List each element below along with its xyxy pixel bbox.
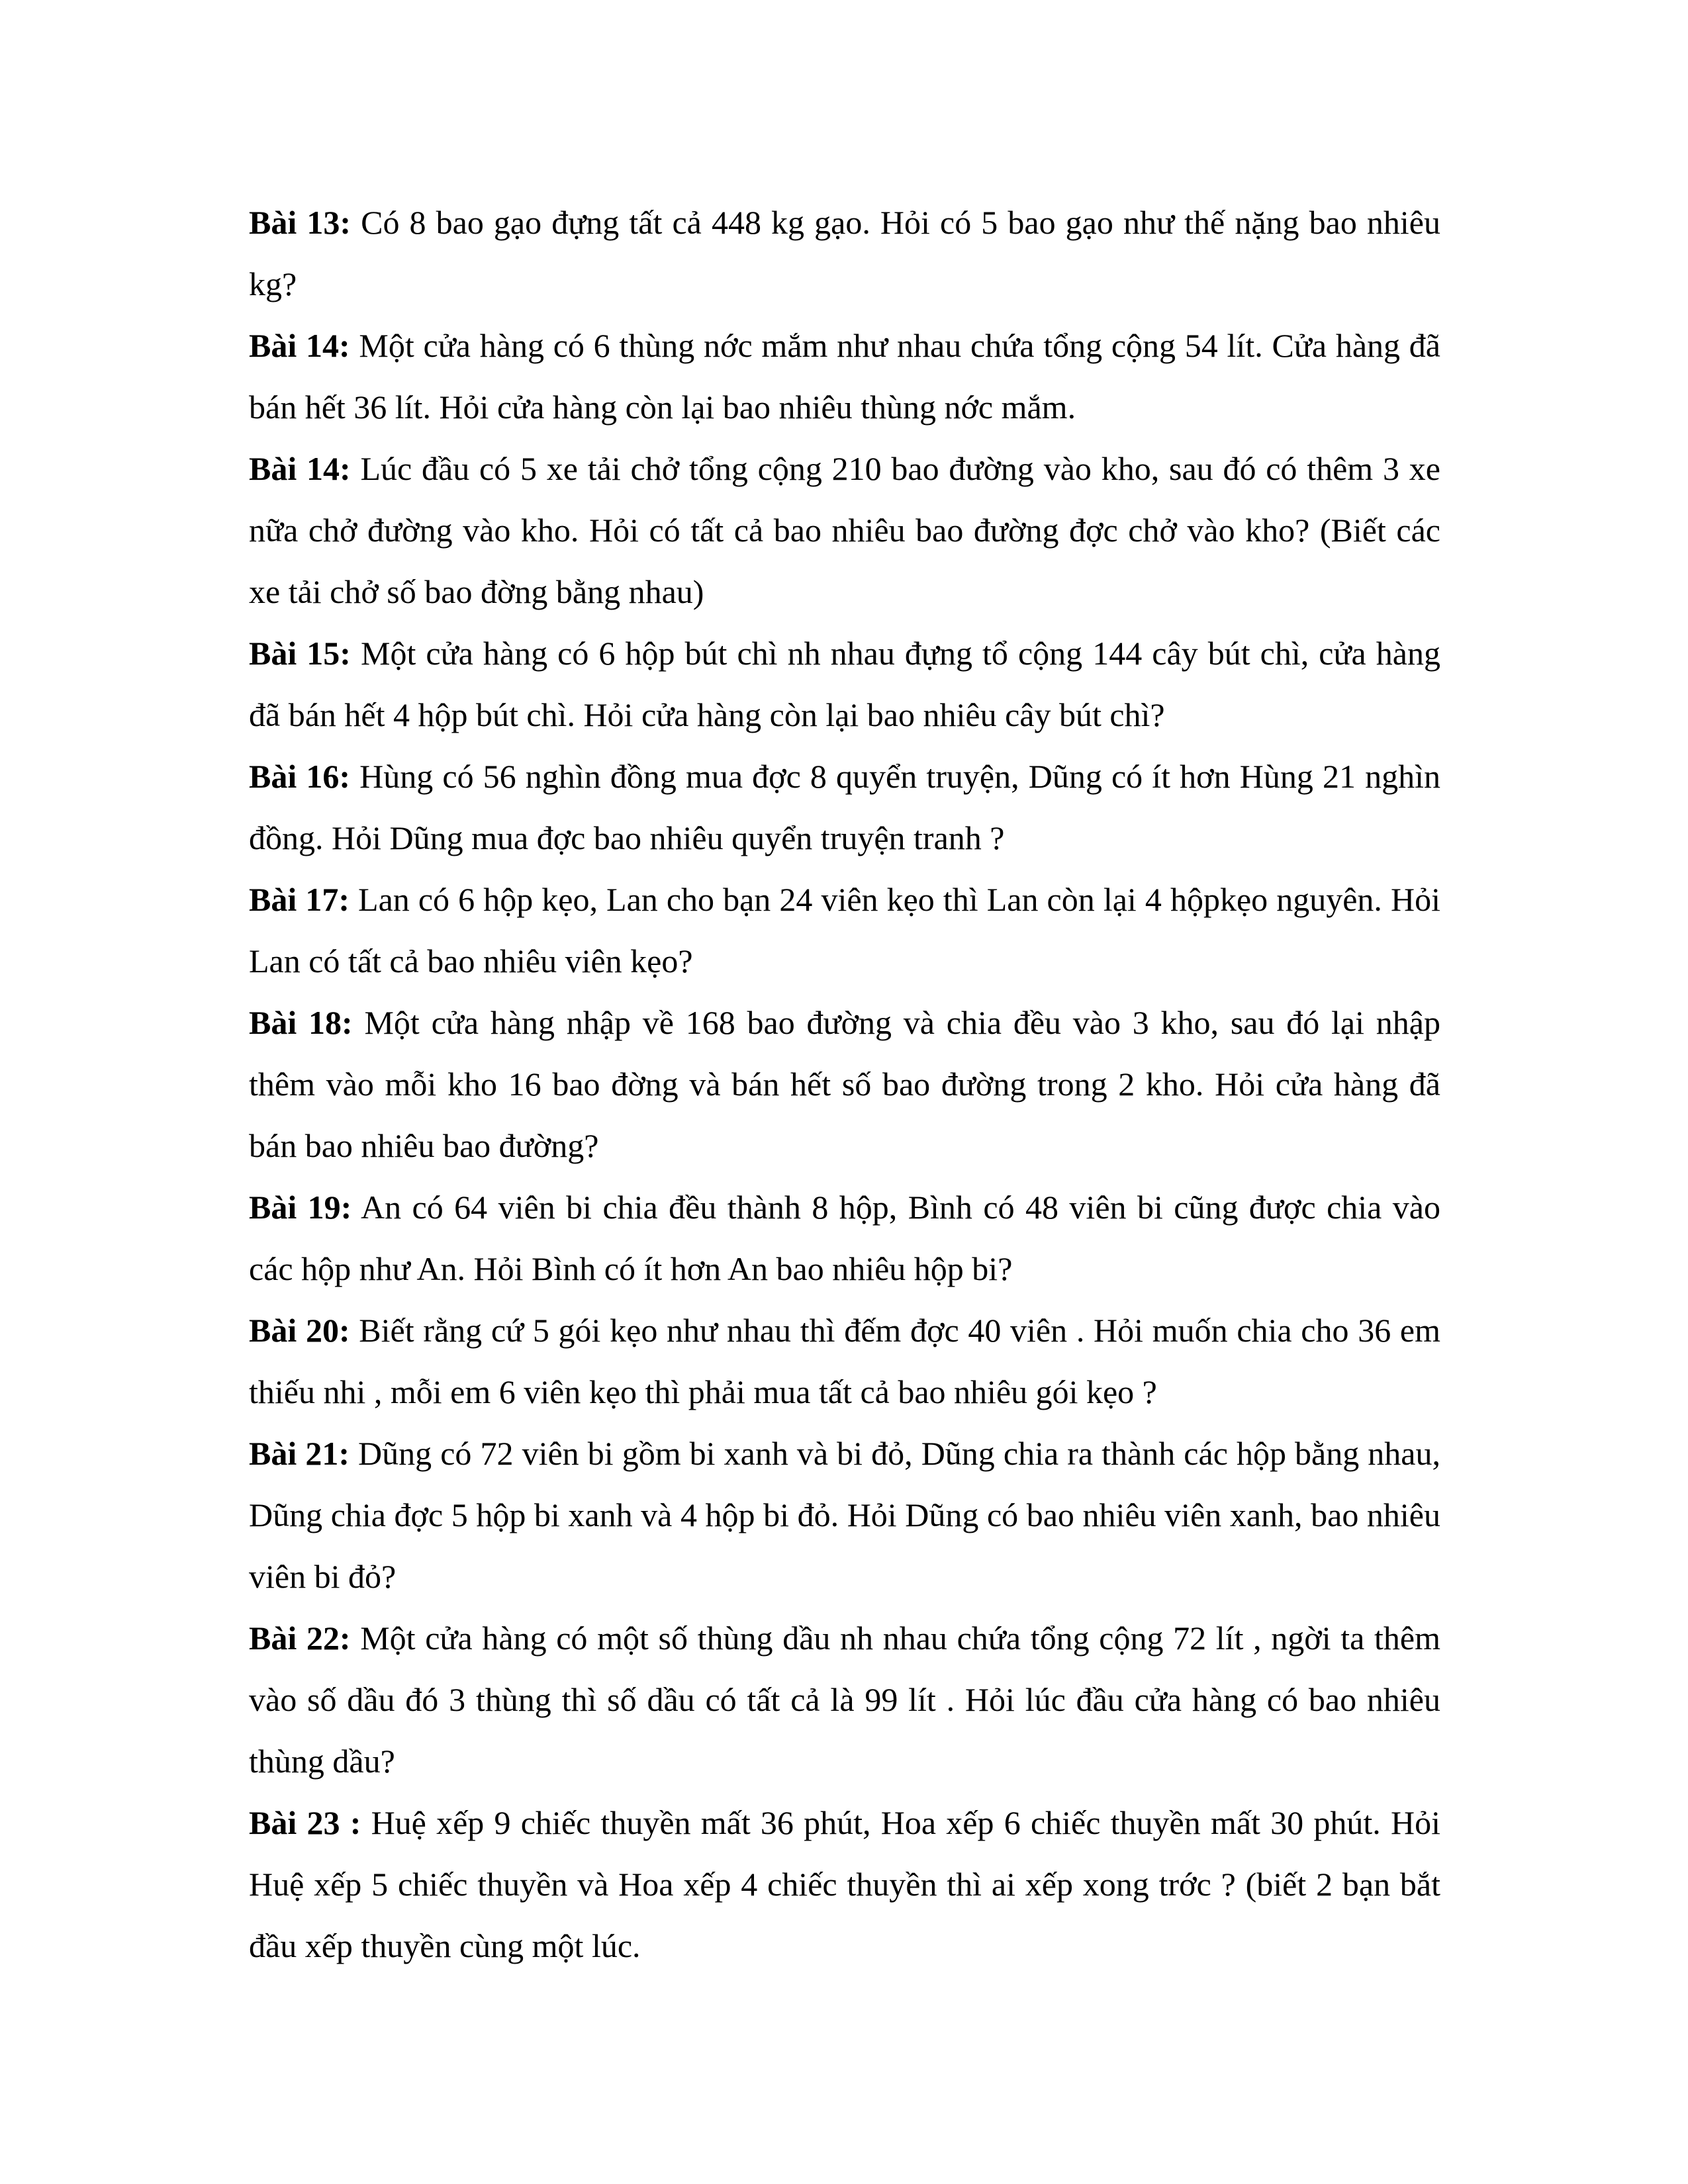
problem-text: Có 8 bao gạo đựng tất cả 448 kg gạo. Hỏi có 5 bao gạo như thế nặng bao nhiêu kg? [249, 204, 1440, 302]
problem-text: An có 64 viên bi chia đều thành 8 hộp, Bình có 48 viên bi cũng được chia vào các hộp như An. Hỏi Bình có ít hơn An bao nhiêu hộp bi? [249, 1189, 1440, 1287]
problem-item [249, 192, 1440, 315]
problem-label: Bài 15: [249, 635, 351, 672]
problem-text: Một cửa hàng có 6 thùng nớc mắm như nhau chứa tổng cộng 54 lít. Cửa hàng đã bán hết 36 lít. Hỏi cửa hàng còn lại bao nhiêu thùng nớc mắm. [249, 327, 1440, 426]
problem-item [249, 315, 1440, 438]
problem-text: Một cửa hàng nhập về 168 bao đường và chia đều vào 3 kho, sau đó lại nhập thêm vào mỗi kho 16 bao đờng và bán hết số bao đường trong 2 kho. Hỏi cửa hàng đã bán bao nhiêu bao đường? [249, 1004, 1440, 1164]
problem-item [249, 623, 1440, 746]
problem-text: Lan có 6 hộp kẹo, Lan cho bạn 24 viên kẹo thì Lan còn lại 4 hộpkẹo nguyên. Hỏi Lan có tất cả bao nhiêu viên kẹo? [249, 881, 1440, 979]
problem-text: Dũng có 72 viên bi gồm bi xanh và bi đỏ, Dũng chia ra thành các hộp bằng nhau, Dũng chia đợc 5 hộp bi xanh và 4 hộp bi đỏ. Hỏi Dũng có bao nhiêu viên xanh, bao nhiêu viên bi đỏ? [249, 1435, 1440, 1595]
problem-item [249, 869, 1440, 992]
problem-item [249, 1792, 1440, 1977]
problem-label: Bài 14: [249, 327, 350, 364]
problem-item [249, 1608, 1440, 1792]
problem-label: Bài 21: [249, 1435, 350, 1472]
problem-item [249, 746, 1440, 869]
problem-item [249, 1177, 1440, 1300]
problem-text: Hùng có 56 nghìn đồng mua đợc 8 quyển truyện, Dũng có ít hơn Hùng 21 nghìn đồng. Hỏi Dũng mua đợc bao nhiêu quyển truyện tranh ? [249, 758, 1440, 856]
problem-text: Lúc đầu có 5 xe tải chở tổng cộng 210 bao đường vào kho, sau đó có thêm 3 xe nữa chở đường vào kho. Hỏi có tất cả bao nhiêu bao đường đợc chở vào kho? (Biết các xe tải chở số bao đờng bằng nhau) [249, 450, 1440, 610]
problem-item [249, 438, 1440, 623]
problem-label: Bài 20: [249, 1312, 350, 1349]
problem-label: Bài 13: [249, 204, 351, 241]
problem-text: Huệ xếp 9 chiếc thuyền mất 36 phút, Hoa xếp 6 chiếc thuyền mất 30 phút. Hỏi Huệ xếp 5 chiếc thuyền và Hoa xếp 4 chiếc thuyền thì ai xếp xong trớc ? (biết 2 bạn bắt đầu xếp thuyền cùng một lúc. [249, 1804, 1440, 1964]
problem-text: Biết rằng cứ 5 gói kẹo như nhau thì đếm đợc 40 viên . Hỏi muốn chia cho 36 em thiếu nhi , mỗi em 6 viên kẹo thì phải mua tất cả bao nhiêu gói kẹo ? [249, 1312, 1440, 1410]
problem-label: Bài 23 : [249, 1804, 361, 1841]
problem-label: Bài 22: [249, 1619, 351, 1657]
problem-label: Bài 16: [249, 758, 351, 795]
problem-item [249, 992, 1440, 1177]
problem-item [249, 1423, 1440, 1608]
problem-text: Một cửa hàng có 6 hộp bút chì nh nhau đựng tổ cộng 144 cây bút chì, cửa hàng đã bán hết 4 hộp bút chì. Hỏi cửa hàng còn lại bao nhiêu cây bút chì? [249, 635, 1440, 733]
problem-label: Bài 14: [249, 450, 351, 487]
problem-label: Bài 18: [249, 1004, 353, 1041]
problem-item [249, 1300, 1440, 1423]
problem-label: Bài 19: [249, 1189, 352, 1226]
problem-list [249, 192, 1440, 1977]
problem-text: Một cửa hàng có một số thùng dầu nh nhau chứa tổng cộng 72 lít , ngời ta thêm vào số dầu đó 3 thùng thì số dầu có tất cả là 99 lít . Hỏi lúc đầu cửa hàng có bao nhiêu thùng dầu? [249, 1619, 1440, 1780]
problem-label: Bài 17: [249, 881, 350, 918]
